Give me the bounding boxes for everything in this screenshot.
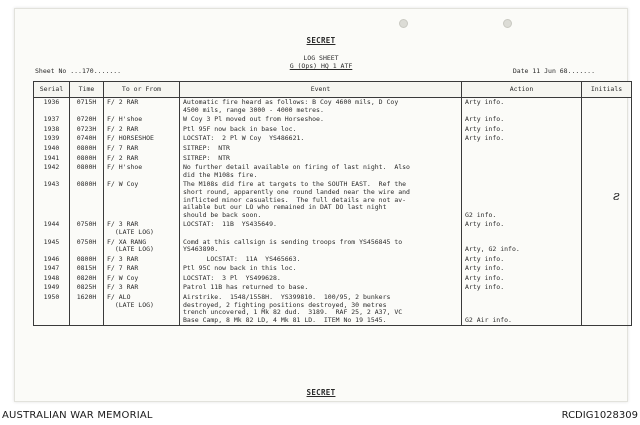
cell-time: 0720H: [70, 115, 104, 125]
cell-initials: [582, 125, 632, 135]
col-initials: Initials: [582, 82, 632, 98]
cell-action: Arty info.: [462, 115, 582, 125]
cell-serial: 1950: [34, 293, 70, 326]
cell-event: Airstrike. 1548/1558H. YS399810. 100/95, 2 bunkers destroyed, 2 fighting positions destroyed, 30 metres trench uncovered, 1 Mk 82 dud. 3189. RAF 25, 2 A37, VC Base Camp, 8 Mk 82 LD, 4 Mk 81 LD. ITEM No 19 1545.: [180, 293, 462, 326]
cell-event: No further detail available on firing of last night. Also did the M108s fire.: [180, 163, 462, 180]
cell-to-from: F/ H'shoe: [104, 115, 180, 125]
cell-to-from: F/ W Coy: [104, 274, 180, 284]
cell-serial: 1945: [34, 238, 70, 255]
cell-serial: 1942: [34, 163, 70, 180]
cell-event: W Coy 3 Pl moved out from Horseshoe.: [180, 115, 462, 125]
cell-action: Arty info.: [462, 274, 582, 284]
cell-event: SITREP: NTR: [180, 144, 462, 154]
cell-initials: [582, 283, 632, 293]
cell-initials: [582, 180, 632, 220]
col-to-from: To or From: [104, 82, 180, 98]
cell-action: Arty, G2 info.: [462, 238, 582, 255]
cell-to-from: F/ 7 RAR: [104, 144, 180, 154]
cell-initials: [582, 154, 632, 164]
cell-to-from: F/ ALO (LATE LOG): [104, 293, 180, 326]
table-row: [34, 238, 632, 255]
cell-serial: 1943: [34, 180, 70, 220]
cell-initials: [582, 264, 632, 274]
punch-hole: [399, 19, 408, 28]
col-event: Event: [180, 82, 462, 98]
cell-time: 0800H: [70, 180, 104, 220]
cell-action: Arty info.: [462, 255, 582, 265]
cell-time: 0800H: [70, 144, 104, 154]
log-table: [33, 81, 632, 326]
classification-top: SECRET: [306, 36, 336, 45]
cell-time: 0800H: [70, 154, 104, 164]
cell-initials: [582, 274, 632, 284]
cell-event: The M108s did fire at targets to the SOUTH EAST. Ref the short round, apparently one round landed near the wire and inflicted minor casualties. The full details are not av- ailable but our LO who remained in DAT DO last night should be back soon.: [180, 180, 462, 220]
cell-serial: 1940: [34, 144, 70, 154]
cell-to-from: F/ HORSESHOE: [104, 134, 180, 144]
cell-initials: [582, 163, 632, 180]
cell-to-from: F/ 3 RAR: [104, 283, 180, 293]
cell-action: G2 info.: [462, 180, 582, 220]
cell-to-from: F/ W Coy: [104, 180, 180, 220]
cell-initials: [582, 293, 632, 326]
cell-to-from: F/ 3 RAR: [104, 255, 180, 265]
cell-event: LOCSTAT: 3 Pl YS499628.: [180, 274, 462, 284]
cell-action: Arty info.: [462, 125, 582, 135]
cell-action: Arty info.: [462, 134, 582, 144]
cell-serial: 1938: [34, 125, 70, 135]
cell-action: Arty info.: [462, 98, 582, 116]
cell-time: 0825H: [70, 283, 104, 293]
cell-event: LOCSTAT: 2 Pl W Coy YS486621.: [180, 134, 462, 144]
cell-time: 0715H: [70, 98, 104, 116]
cell-initials: [582, 220, 632, 237]
cell-time: 1620H: [70, 293, 104, 326]
log-sheet-page: [14, 8, 628, 402]
cell-to-from: F/ 3 RAR (LATE LOG): [104, 220, 180, 237]
cell-time: 0740H: [70, 134, 104, 144]
cell-initials: [582, 115, 632, 125]
col-serial: Serial: [34, 82, 70, 98]
col-action: Action: [462, 82, 582, 98]
cell-serial: 1936: [34, 98, 70, 116]
cell-event: SITREP: NTR: [180, 154, 462, 164]
cell-initials: [582, 98, 632, 116]
cell-event: Patrol 11B has returned to base.: [180, 283, 462, 293]
table-row: [34, 264, 632, 274]
punch-hole: [503, 19, 512, 28]
log-unit: G (Ops) HQ 1 ATF: [289, 62, 353, 70]
archive-id: RCDIG1028309: [561, 410, 638, 421]
cell-to-from: F/ XA RANG (LATE LOG): [104, 238, 180, 255]
cell-action: [462, 154, 582, 164]
cell-event: Comd at this callsign is sending troops from YS456845 to YS463890.: [180, 238, 462, 255]
cell-initials: [582, 238, 632, 255]
cell-to-from: F/ 7 RAR: [104, 264, 180, 274]
classification-bottom: SECRET: [306, 388, 336, 397]
cell-action: [462, 163, 582, 180]
cell-to-from: F/ 2 RAR: [104, 98, 180, 116]
cell-event: Automatic fire heard as follows: B Coy 4600 mils, D Coy 4500 mils, range 3000 - 4000 metres.: [180, 98, 462, 116]
table-row: [34, 125, 632, 135]
table-row: [34, 283, 632, 293]
cell-event: LOCSTAT: 11B YS435649.: [180, 220, 462, 237]
table-header-row: [34, 82, 632, 98]
table-row: [34, 255, 632, 265]
cell-time: 0750H: [70, 238, 104, 255]
cell-event: Ptl 95F now back in base loc.: [180, 125, 462, 135]
cell-event: Ptl 95C now back in this loc.: [180, 264, 462, 274]
table-row: [34, 154, 632, 164]
table-row: [34, 220, 632, 237]
table-row: [34, 293, 632, 326]
cell-initials: [582, 255, 632, 265]
cell-serial: 1944: [34, 220, 70, 237]
cell-serial: 1948: [34, 274, 70, 284]
cell-action: Arty info.: [462, 264, 582, 274]
cell-time: 0800H: [70, 163, 104, 180]
table-row: [34, 144, 632, 154]
cell-time: 0723H: [70, 125, 104, 135]
table-row: [34, 115, 632, 125]
cell-action: [462, 144, 582, 154]
table-row: [34, 98, 632, 116]
cell-action: G2 Air info.: [462, 293, 582, 326]
cell-time: 0800H: [70, 255, 104, 265]
cell-action: Arty info.: [462, 220, 582, 237]
cell-serial: 1941: [34, 154, 70, 164]
cell-to-from: F/ H'shoe: [104, 163, 180, 180]
cell-serial: 1946: [34, 255, 70, 265]
handwritten-initial: ƨ: [613, 189, 620, 204]
cell-time: 0820H: [70, 274, 104, 284]
col-time: Time: [70, 82, 104, 98]
cell-time: 0815H: [70, 264, 104, 274]
cell-to-from: F/ 2 RAR: [104, 125, 180, 135]
cell-serial: 1947: [34, 264, 70, 274]
cell-initials: [582, 134, 632, 144]
cell-action: Arty info.: [462, 283, 582, 293]
cell-serial: 1939: [34, 134, 70, 144]
table-row: [34, 180, 632, 220]
archive-credit: AUSTRALIAN WAR MEMORIAL: [2, 410, 153, 421]
table-row: [34, 163, 632, 180]
cell-event: LOCSTAT: 11A YS465663.: [180, 255, 462, 265]
table-row: [34, 274, 632, 284]
cell-to-from: F/ 2 RAR: [104, 154, 180, 164]
cell-serial: 1937: [34, 115, 70, 125]
cell-serial: 1949: [34, 283, 70, 293]
log-title: LOG SHEET: [303, 54, 339, 62]
table-row: [34, 134, 632, 144]
sheet-number: Sheet No ...170.......: [35, 67, 122, 75]
sheet-date: Date 11 Jun 68.......: [512, 67, 595, 75]
cell-time: 0750H: [70, 220, 104, 237]
cell-initials: [582, 144, 632, 154]
